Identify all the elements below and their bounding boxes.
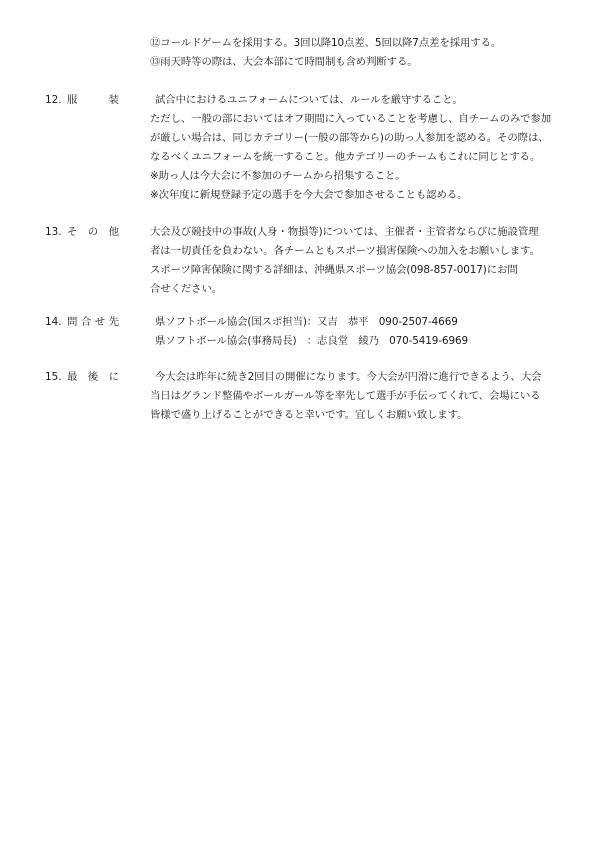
label-char: 最 <box>67 371 78 383</box>
section-line: 者は一切責任を負わない。各チームともスポーツ損害保険への加入をお願いします。 <box>150 245 540 257</box>
section-label-closing <box>67 370 119 384</box>
section-number: 14. <box>45 316 62 328</box>
section-line: なるべくユニフォームを統一すること。他カテゴリーのチームもこれに同じとする。 <box>150 151 541 163</box>
section-number: 12. <box>45 94 62 106</box>
rule-13-rain: ⑬雨天時等の際は、大会本部にて時間制も含め判断する。 <box>150 56 418 68</box>
section-label-contact <box>67 315 119 329</box>
label-char: 服 <box>67 94 78 106</box>
section-line: 今大会は昨年に続き2回目の開催になります。今大会が円滑に進行できるよう、大会 <box>155 371 542 383</box>
label-char: 装 <box>108 94 119 106</box>
label-char: 他 <box>108 226 119 238</box>
section-line: 皆様で盛り上げることができると幸いです。宜しくお願い致します。 <box>150 409 468 421</box>
rule-12-cold-game: ⑫コールドゲームを採用する。3回以降10点差、5回以降7点差を採用する。 <box>150 37 502 49</box>
label-char: 合 <box>80 316 92 328</box>
label-char: の <box>87 226 99 238</box>
label-char: 先 <box>108 316 119 328</box>
label-char: そ <box>67 226 78 238</box>
label-char: 問 <box>67 316 78 328</box>
label-char: に <box>108 371 119 383</box>
section-line: 当日はグランド整備やボールガール等を率先して選手が手伝ってくれて、会場にいる <box>150 390 541 402</box>
contact-line: 県ソフトボール協会(事務局長) ：志良堂 綾乃 070-5419-6969 <box>155 335 469 347</box>
label-char: 後 <box>87 371 99 383</box>
section-line: ※次年度に新規登録予定の選手を今大会で参加させることも認める。 <box>150 189 468 201</box>
section-line: ※助っ人は今大会に不参加のチームから招集すること。 <box>150 170 406 182</box>
contact-line: 県ソフトボール協会(国スポ担当)：又吉 恭平 090-2507-4669 <box>155 316 458 328</box>
section-number: 15. <box>45 371 62 383</box>
section-label-uniform <box>67 93 119 107</box>
section-line: 合せください。 <box>150 283 223 295</box>
section-line: 試合中におけるユニフォームについては、ルールを厳守すること。 <box>155 94 463 106</box>
section-label-other <box>67 225 119 239</box>
section-line: スポーツ障害保険に関する詳細は、沖縄県スポーツ協会(098-857-0017)にお問 <box>150 264 518 276</box>
label-char: せ <box>94 316 106 328</box>
section-line: ただし、一般の部においてはオフ期間に入っていることを考慮し、自チームのみで参加 <box>150 113 552 125</box>
section-number: 13. <box>45 226 62 238</box>
section-line: が厳しい場合は、同じカテゴリー(一般の部等から)の助っ人参加を認める。その際は、 <box>150 132 549 144</box>
section-line: 大会及び競技中の事故(人身・物損等)については、主催者・主管者ならびに施設管理 <box>150 226 539 238</box>
